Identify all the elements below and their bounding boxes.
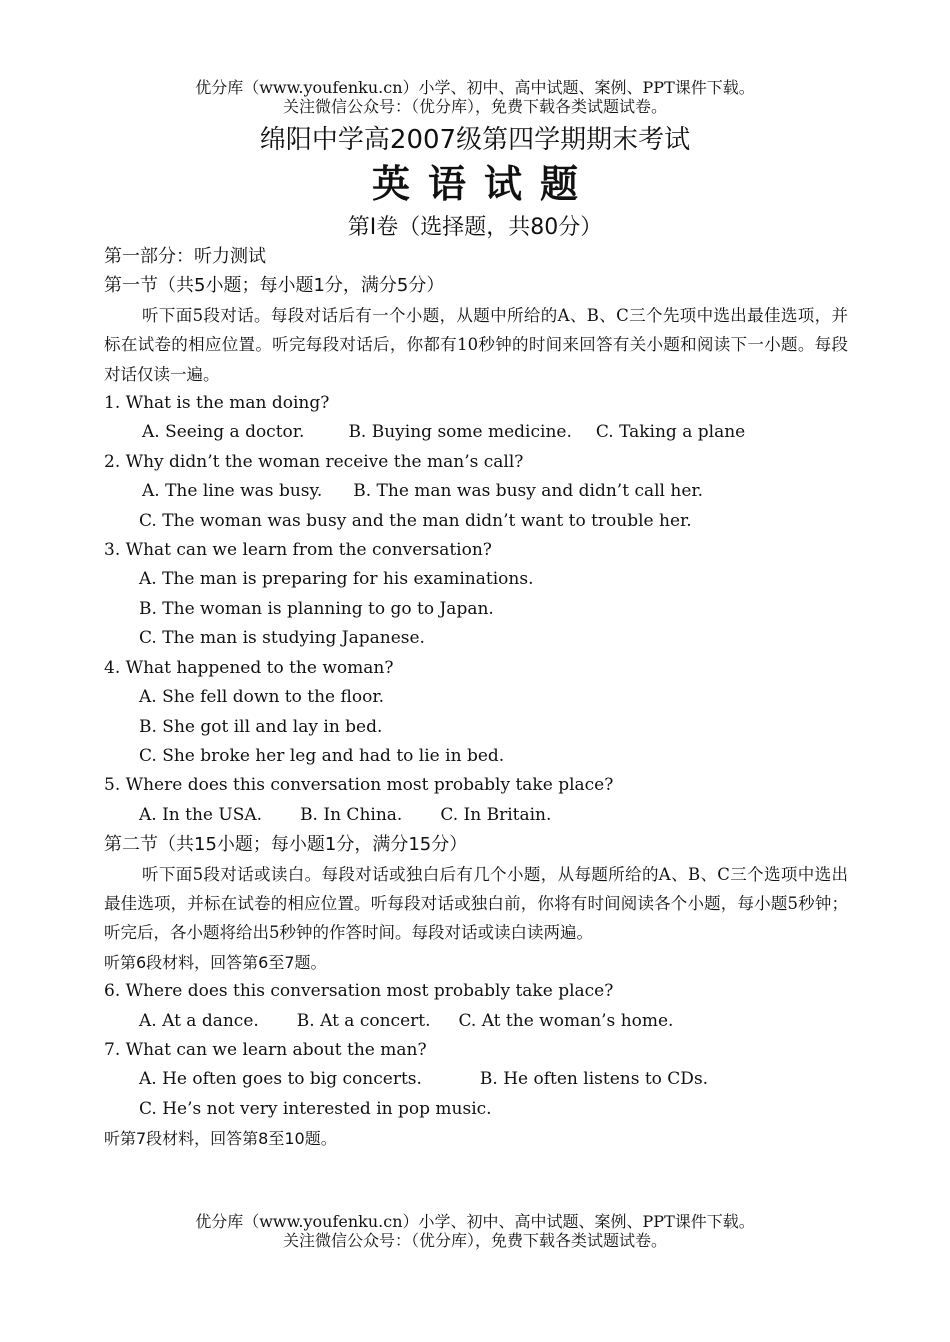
header-line-1: 优分库（www.youfenku.cn）小学、初中、高中试题、案例、PPT课件下载。 [195, 78, 755, 97]
question-6-options [104, 1007, 848, 1036]
section2-instructions: 听下面5段对话或读白。每段对话或独白后有几个小题，从每题所给的A、B、C三个选项中选出最佳选项，并标在试卷的相应位置。听每段对话或独白前，你将有时间阅读各个小题，每小题5秒钟；听完后，各小题将给出5秒钟的作答时间。每段对话或读白读两遍。 [104, 864, 848, 943]
question-5-options [104, 801, 848, 830]
section1-heading: 第一节（共5小题；每小题1分，满分5分） [104, 275, 445, 297]
q4-option-c: C. She broke her leg and had to lie in bed. [139, 745, 505, 766]
question-4: 4. What happened to the woman? [104, 657, 394, 678]
footer-line-1: 优分库（www.youfenku.cn）小学、初中、高中试题、案例、PPT课件下载。 [195, 1212, 755, 1231]
exam-title: 绵阳中学高2007级第四学期期末考试 [259, 125, 691, 155]
section1-instructions: 听下面5段对话。每段对话后有一个小题，从题中所给的A、B、C三个先项中选出最佳选项，并标在试卷的相应位置。听完每段对话后，你都有10秒钟的时间来回答有关小题和阅读下一小题。每段对话仅读一遍。 [104, 305, 848, 384]
question-7-options-row1 [104, 1065, 848, 1094]
q1-option-a: A. Seeing a doctor. [142, 422, 305, 443]
q3-option-b: B. The woman is planning to go to Japan. [139, 598, 494, 619]
q6-option-b: B. At a concert. [296, 1010, 431, 1031]
question-2: 2. Why didn’t the woman receive the man’s call? [104, 451, 524, 472]
footer-line-2: 关注微信公众号：（优分库），免费下载各类试题试卷。 [282, 1231, 667, 1250]
part1-heading: 第一部分：听力测试 [104, 246, 266, 267]
q7-option-b: B. He often listens to CDs. [479, 1069, 709, 1090]
q2-option-c: C. The woman was busy and the man didn’t want to trouble her. [139, 510, 692, 531]
q5-option-b: B. In China. [300, 804, 403, 825]
page-header [0, 78, 950, 116]
q3-option-c: C. The man is studying Japanese. [139, 628, 425, 649]
question-7: 7. What can we learn about the man? [104, 1039, 427, 1060]
q5-option-a: A. In the USA. [139, 804, 263, 825]
q7-option-c: C. He’s not very interested in pop music. [139, 1098, 492, 1119]
page-footer [0, 1212, 950, 1250]
question-1-options [104, 418, 848, 447]
material-6-label: 听第6段材料，回答第6至7题。 [104, 952, 327, 972]
material-7-label: 听第7段材料，回答第8至10题。 [104, 1129, 337, 1149]
volume-title: 第Ⅰ卷（选择题，共80分） [347, 215, 603, 240]
q2-option-b: B. The man was busy and didn’t call her. [353, 481, 704, 502]
question-3: 3. What can we learn from the conversation? [104, 540, 492, 561]
q1-option-c: C. Taking a plane [595, 422, 746, 443]
q6-option-a: A. At a dance. [139, 1010, 259, 1031]
q3-option-a: A. The man is preparing for his examinations. [139, 569, 534, 590]
subject-title: 英语试题 [371, 162, 596, 206]
question-6: 6. Where does this conversation most probably take place? [104, 981, 614, 1002]
q4-option-a: A. She fell down to the floor. [139, 687, 384, 708]
exam-content [104, 242, 848, 1154]
q7-option-a: A. He often goes to big concerts. [139, 1069, 422, 1090]
header-line-2: 关注微信公众号：（优分库），免费下载各类试题试卷。 [282, 97, 667, 116]
q2-option-a: A. The line was busy. [142, 481, 323, 502]
question-1: 1. What is the man doing? [104, 393, 330, 414]
section2-heading: 第二节（共15小题；每小题1分，满分15分） [104, 834, 468, 856]
question-5: 5. Where does this conversation most probably take place? [104, 775, 614, 796]
q1-option-b: B. Buying some medicine. [348, 422, 572, 443]
q4-option-b: B. She got ill and lay in bed. [139, 716, 383, 737]
q5-option-c: C. In Britain. [440, 804, 552, 825]
q6-option-c: C. At the woman’s home. [458, 1010, 674, 1031]
question-2-options-row1 [104, 477, 848, 506]
